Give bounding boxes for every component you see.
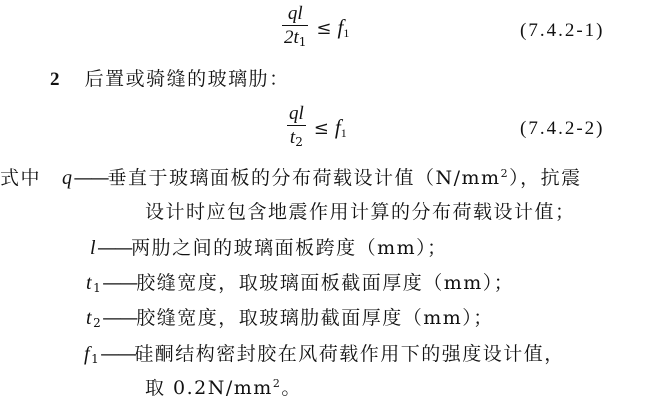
em-dash: —— (100, 343, 135, 365)
fraction (282, 4, 308, 52)
symbol: t (86, 307, 94, 329)
rhs: $f_1$ (334, 115, 347, 140)
symbol: q (62, 167, 74, 189)
em-dash: —— (73, 167, 108, 189)
fraction-bar (287, 125, 306, 126)
where-prefix: 式中 (0, 167, 42, 189)
symbol: f (84, 343, 92, 365)
definition-t2: $t_2——$胶缝宽度，取玻璃肋截面厚度（mm）； (86, 307, 494, 330)
symbol: t (86, 272, 94, 294)
fraction (287, 104, 306, 152)
symbol: l (90, 237, 98, 259)
definition-text: 两肋之间的玻璃面板跨度（mm）； (131, 237, 448, 259)
em-dash: —— (102, 307, 137, 329)
em-dash: —— (102, 272, 137, 294)
definition-t1: $t_1——$胶缝宽度，取玻璃面板截面厚度（mm）； (86, 272, 515, 295)
definition-text: 垂直于玻璃面板的分布荷载设计值（N/mm (107, 167, 501, 189)
definition-f1-continued: 取 $0.2N/mm^2$。 (145, 377, 302, 399)
equation-number: (7.4.2-1) (520, 20, 605, 41)
denominator: $t_2$ (289, 127, 303, 149)
definition-f1: $f_1——$硅酮结构密封胶在风荷载作用下的强度设计值， (84, 343, 565, 366)
numerator: ql (287, 3, 303, 24)
leq-symbol: ≤ (316, 17, 332, 39)
item-text: 后置或骑缝的玻璃肋： (84, 68, 290, 90)
definition-text: 硅酮结构密封胶在风荷载作用下的强度设计值， (134, 343, 565, 365)
em-dash: —— (97, 237, 132, 259)
definition-text: 胶缝宽度，取玻璃肋截面厚度（mm）； (136, 307, 494, 329)
fraction-bar (282, 25, 308, 26)
definition-text: 胶缝宽度，取玻璃面板截面厚度（mm）； (136, 272, 515, 294)
denominator: $2t_1$ (284, 27, 307, 49)
definition-q: q——垂直于玻璃面板的分布荷载设计值$(N/mm^2)$，抗震 (62, 167, 582, 189)
equation-7-4-2-1 (282, 4, 349, 52)
equation-7-4-2-2 (287, 104, 347, 152)
item-index: 2 (50, 69, 60, 90)
definition-l (90, 233, 448, 260)
equation-number: (7.4.2-2) (520, 118, 605, 139)
item-2 (50, 64, 290, 91)
leq-symbol: ≤ (313, 117, 329, 139)
definition-q-continued: 设计时应包含地震作用计算的分布荷载设计值； (145, 201, 576, 223)
numerator: ql (289, 103, 304, 124)
rhs: $f_1$ (337, 15, 350, 40)
